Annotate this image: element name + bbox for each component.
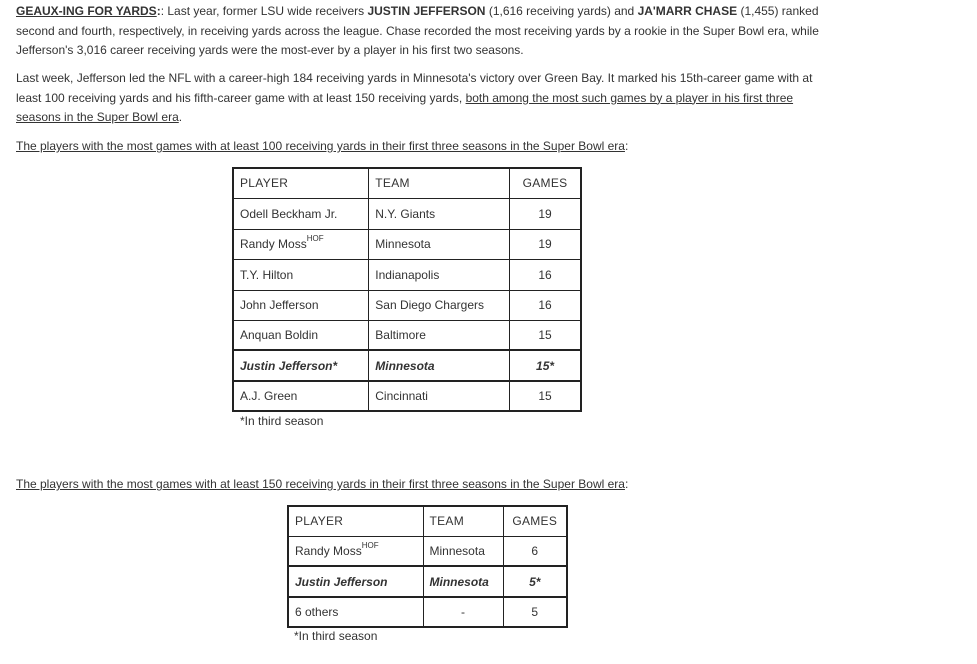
team-cell: Baltimore <box>369 320 510 350</box>
table-row <box>288 536 567 566</box>
col-header-player: PLAYER <box>233 168 369 198</box>
p1-text-3: (1,455) ranked second and fourth, respectively, in receiving yards across the league. Chase recorded the most receiving yards by a rookie in the Super Bowl era, while Jefferson's 3,016 career receiving yards were the most-ever by a player in his first two seasons. <box>16 4 819 57</box>
player-cell <box>233 229 369 259</box>
table-row <box>233 259 581 290</box>
player-cell: A.J. Green <box>233 381 369 411</box>
table2-intro-link[interactable]: The players with the most games with at least 150 receiving yards in their first three seasons in the Super Bowl era <box>16 477 625 491</box>
player-name: Randy Moss <box>240 237 307 251</box>
col-header-team: TEAM <box>369 168 510 198</box>
team-cell: N.Y. Giants <box>369 198 510 229</box>
table-150-yard-games <box>287 505 568 628</box>
games-cell: 5 <box>503 597 567 627</box>
table-row <box>233 381 581 411</box>
col-header-player: PLAYER <box>288 506 423 536</box>
table1-footnote: *In third season <box>240 414 324 428</box>
table-row <box>233 320 581 350</box>
team-cell: Minnesota <box>369 350 510 381</box>
games-cell: 6 <box>503 536 567 566</box>
p2-text-1: Last week, Jefferson led the NFL with a career-high 184 receiving yards in Minnesota's victory over Green Bay. It marked his 15th-career game with at least 100 receiving yards and his fifth-career game with at least 150 receiving yards, <box>16 71 813 105</box>
table-row <box>233 229 581 259</box>
games-cell: 5* <box>503 566 567 597</box>
player-cell: T.Y. Hilton <box>233 259 369 290</box>
games-cell: 16 <box>510 259 581 290</box>
table2-footnote: *In third season <box>294 629 378 643</box>
player-cell: Anquan Boldin <box>233 320 369 350</box>
col-header-games: GAMES <box>503 506 567 536</box>
lead-colon: : <box>156 4 161 18</box>
p2-text-2: . <box>178 110 183 124</box>
table-header-row <box>233 168 581 198</box>
p1-text-1: : Last year, former LSU wide receivers <box>160 4 368 18</box>
team-cell: Minnesota <box>423 566 503 597</box>
intro-paragraph <box>16 2 826 61</box>
team-cell: Cincinnati <box>369 381 510 411</box>
table1-intro-link[interactable]: The players with the most games with at least 100 receiving yards in their first three seasons in the Super Bowl era <box>16 139 625 153</box>
second-paragraph <box>16 69 826 128</box>
section-lead: GEAUX-ING FOR YARDS <box>16 4 157 18</box>
player-cell <box>288 536 423 566</box>
p1-text-2: (1,616 receiving yards) and <box>485 4 638 18</box>
team-cell: San Diego Chargers <box>369 290 510 320</box>
table2-intro <box>16 475 826 495</box>
table1-intro-colon: : <box>624 139 629 153</box>
player-name-jefferson: JUSTIN JEFFERSON <box>367 4 486 18</box>
player-cell: 6 others <box>288 597 423 627</box>
games-cell: 19 <box>510 229 581 259</box>
table-header-row <box>288 506 567 536</box>
player-name: Randy Moss <box>295 543 362 558</box>
hof-badge: HOF <box>361 540 379 550</box>
table1-intro <box>16 137 826 157</box>
table-100-yard-games <box>232 167 582 412</box>
col-header-team: TEAM <box>423 506 503 536</box>
player-cell: John Jefferson <box>233 290 369 320</box>
table-row-highlight <box>288 566 567 597</box>
games-cell: 15 <box>510 320 581 350</box>
team-cell: Minnesota <box>369 229 510 259</box>
table-row <box>288 597 567 627</box>
games-cell: 16 <box>510 290 581 320</box>
team-cell: Minnesota <box>423 536 503 566</box>
player-cell: Justin Jefferson* <box>233 350 369 381</box>
player-cell: Justin Jefferson <box>288 566 423 597</box>
games-cell: 15* <box>510 350 581 381</box>
table-row <box>233 290 581 320</box>
games-cell: 19 <box>510 198 581 229</box>
col-header-games: GAMES <box>510 168 581 198</box>
hof-badge: HOF <box>306 234 324 243</box>
games-cell: 15 <box>510 381 581 411</box>
team-cell: - <box>423 597 503 627</box>
player-name-chase: JA'MARR CHASE <box>637 4 738 18</box>
table2-intro-colon: : <box>624 477 629 491</box>
stat-link[interactable]: both among the most such games by a player in his first three seasons in the Super Bowl era <box>16 90 794 124</box>
player-cell: Odell Beckham Jr. <box>233 198 369 229</box>
team-cell: Indianapolis <box>369 259 510 290</box>
table-row-highlight <box>233 350 581 381</box>
table-row <box>233 198 581 229</box>
